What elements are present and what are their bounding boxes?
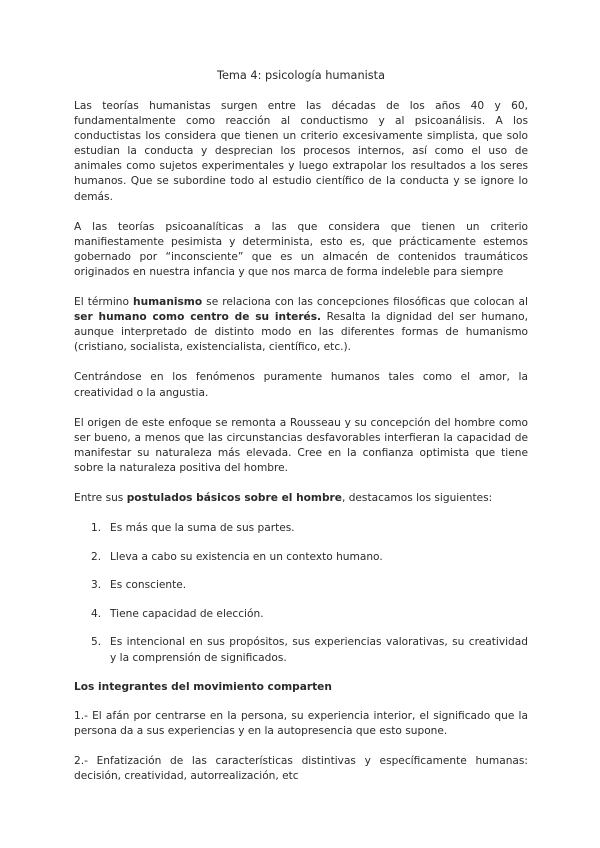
- text-span: , destacamos los siguientes:: [341, 491, 493, 504]
- paragraph-humanism-term: [74, 295, 528, 355]
- page-title: Tema 4: psicología humanista: [216, 69, 385, 82]
- list-text: Tiene capacidad de elección.: [110, 607, 264, 620]
- paragraph-shared-1: 1.- El afán por centrarse en la persona, su experiencia interior, el significado que la persona da a sus experiencias y en la autopresencia que esto supone.: [74, 709, 528, 737]
- list-item: [74, 550, 528, 565]
- list-item: [74, 521, 528, 536]
- list-text: Es consciente.: [110, 579, 187, 592]
- list-item: [74, 635, 528, 665]
- list-number: 1.: [91, 522, 102, 535]
- section-heading: Los integrantes del movimiento comparten: [74, 680, 332, 693]
- list-item: [74, 607, 528, 622]
- paragraph-postulates-intro: [74, 491, 528, 506]
- paragraph-psychoanalysis: A las teorías psicoanalíticas a las que considera que tienen un criterio manifiestamente pesimista y determinista, esto es, que prácticamente estemos gobernado por “inconsciente” que es un almacén de contenidos traumáticos originados en nuestra infancia y que nos marca de forma indeleble para siempre: [74, 220, 528, 278]
- list-number: 4.: [91, 607, 102, 620]
- paragraph-human-phenomena: Centrándose en los fenómenos puramente humanos tales como el amor, la creatividad o la angustia.: [74, 371, 528, 399]
- bold-phrase-centro: ser humano como centro de su interés.: [74, 311, 322, 324]
- list-text: Es más que la suma de sus partes.: [110, 522, 295, 535]
- bold-term-humanismo: humanismo: [133, 296, 203, 309]
- paragraph-rousseau: El origen de este enfoque se remonta a Rousseau y su concepción del hombre como ser bueno, a menos que las circunstancias desfavorables interfieran la capacidad de manifestar su naturaleza más elevada. Cree en la confianza optimista que tiene sobre la naturaleza positiva del hombre.: [74, 416, 528, 474]
- paragraph-origins: Las teorías humanistas surgen entre las décadas de los años 40 y 60, fundamentalmente como reacción al conductismo y al psicoanálisis. A los conductistas los considera que tienen un criterio excesivamente simplista, que solo estudian la conducta y desprecian los procesos internos, así como el uso de animales como sujetos experimentales y luego extrapolar los resultados a los seres humanos. Que se subordine todo al estudio científico de la conducta y se ignore lo demás.: [74, 100, 528, 203]
- list-number: 5.: [91, 636, 102, 649]
- postulates-list: [74, 521, 528, 666]
- text-span: Resalta la dignidad del ser humano, aunque interpretado de distinto modo en las diferentes formas de humanismo (cristiano, socialista, existencialista, científico, etc.).: [74, 311, 528, 354]
- list-number: 3.: [91, 579, 102, 592]
- list-number: 2.: [91, 550, 102, 563]
- document-page: [74, 68, 528, 799]
- list-item: [74, 578, 528, 593]
- bold-phrase-postulados: postulados básicos sobre el hombre: [126, 491, 342, 504]
- list-text: Lleva a cabo su existencia en un contexto humano.: [110, 550, 383, 563]
- paragraph-shared-2: 2.- Enfatización de las características distintivas y específicamente humanas: decisión, creatividad, autorrealización, etc: [74, 754, 528, 782]
- text-span: se relaciona con las concepciones filosóficas que colocan al: [202, 296, 528, 309]
- text-span: Entre sus: [74, 491, 127, 504]
- list-text: Es intencional en sus propósitos, sus experiencias valorativas, su creatividad y la comprensión de significados.: [110, 636, 528, 664]
- text-span: El término: [74, 296, 134, 309]
